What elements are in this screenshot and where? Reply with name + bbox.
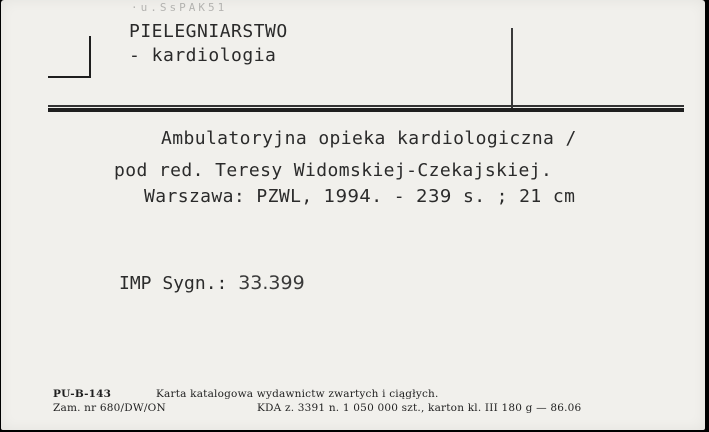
faint-stamp-mark: ·u.SsPAK51 (131, 1, 228, 14)
imprint-year: 1994 (323, 186, 372, 207)
imprint-dimensions: s. ; 21 cm (451, 186, 576, 207)
title-line: Ambulatoryjna opieka kardiologiczna / (161, 128, 577, 149)
imprint-pages: 239 (416, 186, 452, 207)
imprint-place-publisher: Warszawa: PZWL, (144, 186, 324, 207)
editor-line: pod red. Teresy Widomskiej-Czekajskiej. (114, 160, 553, 181)
vertical-divider (511, 28, 513, 108)
imprint-line (144, 186, 575, 207)
subject-subheading: - kardiologia (129, 45, 277, 66)
corner-bracket-vertical (89, 36, 91, 78)
form-code: PU-B-143 (53, 388, 112, 400)
subject-heading: PIELEGNIARSTWO (129, 21, 288, 42)
form-title: Karta katalogowa wydawnictw zwartych i ciągłych. (156, 388, 439, 400)
call-number-value: 33.399 (238, 272, 305, 294)
imprint-separator: . - (371, 186, 417, 207)
header-rule-thick (48, 108, 684, 112)
header-rule-thin (48, 105, 684, 107)
call-number-label: IMP Sygn.: (119, 273, 239, 294)
call-number (119, 272, 305, 294)
order-number: Zam. nr 680/DW/ON (53, 402, 166, 414)
corner-bracket-horizontal (48, 76, 91, 78)
print-info: KDA z. 3391 n. 1 050 000 szt., karton kl. III 180 g — 86.06 (257, 402, 582, 414)
catalog-card (1, 0, 705, 430)
